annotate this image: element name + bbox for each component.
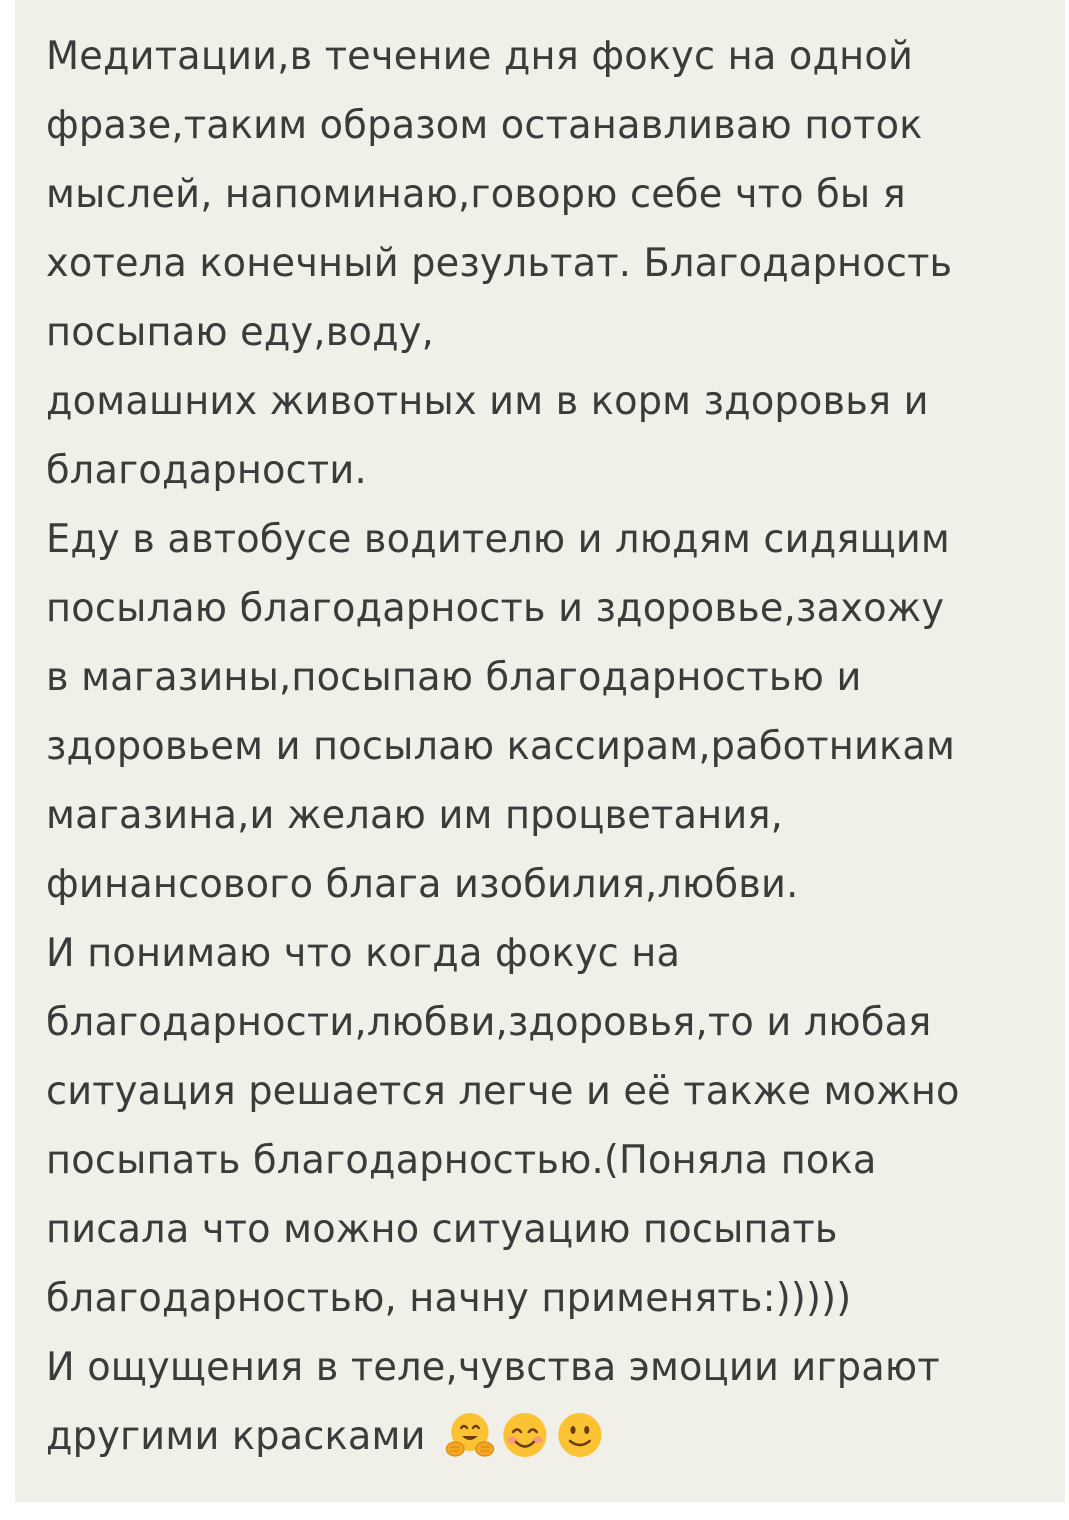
post-line: фразе,таким образом останавливаю поток [46,103,923,148]
post-line: Еду в автобусе водителю и людям сидящим [46,517,951,562]
smiling-face-with-smiling-eyes-icon [499,1409,550,1461]
post-line: посылаю благодарность и здоровье,захожу [46,586,945,631]
post-last-line [46,1402,1046,1471]
post-card [15,0,1065,1502]
post-line: ситуация решается легче и её также можно [46,1069,960,1114]
slightly-smiling-face-icon [554,1409,605,1461]
post-line: И понимаю что когда фокус на [46,931,681,976]
post-line: в магазины,посыпаю благодарностью и [46,655,862,700]
post-line: мыслей, напоминаю,говорю себе что бы я [46,172,906,217]
post-line: благодарности,любви,здоровья,то и любая [46,1000,932,1045]
post-line: хотела конечный результат. Благодарность [46,241,953,286]
post-line: финансового блага изобилия,любви. [46,862,799,907]
hugging-face-icon [444,1409,495,1461]
post-line: посыпать благодарностью.(Поняла пока [46,1138,877,1183]
post-line: магазина,и желаю им процветания, [46,793,784,838]
post-line: Медитации,в течение дня фокус на одной [46,34,914,79]
post-line: здоровьем и посылаю кассирам,работникам [46,724,956,769]
post-line: домашних животных им в корм здоровья и [46,379,929,424]
post-line: благодарности. [46,448,367,493]
post-line: И ощущения в теле,чувства эмоции играют [46,1345,940,1390]
post-text [46,22,1065,1471]
emoji-row [444,1409,605,1461]
post-line-text: другими красками [46,1414,426,1459]
post-line: писала что можно ситуацию посыпать [46,1207,838,1252]
post-line: посыпаю еду,воду, [46,310,434,355]
post-line: благодарностью, начну применять:))))) [46,1276,852,1321]
